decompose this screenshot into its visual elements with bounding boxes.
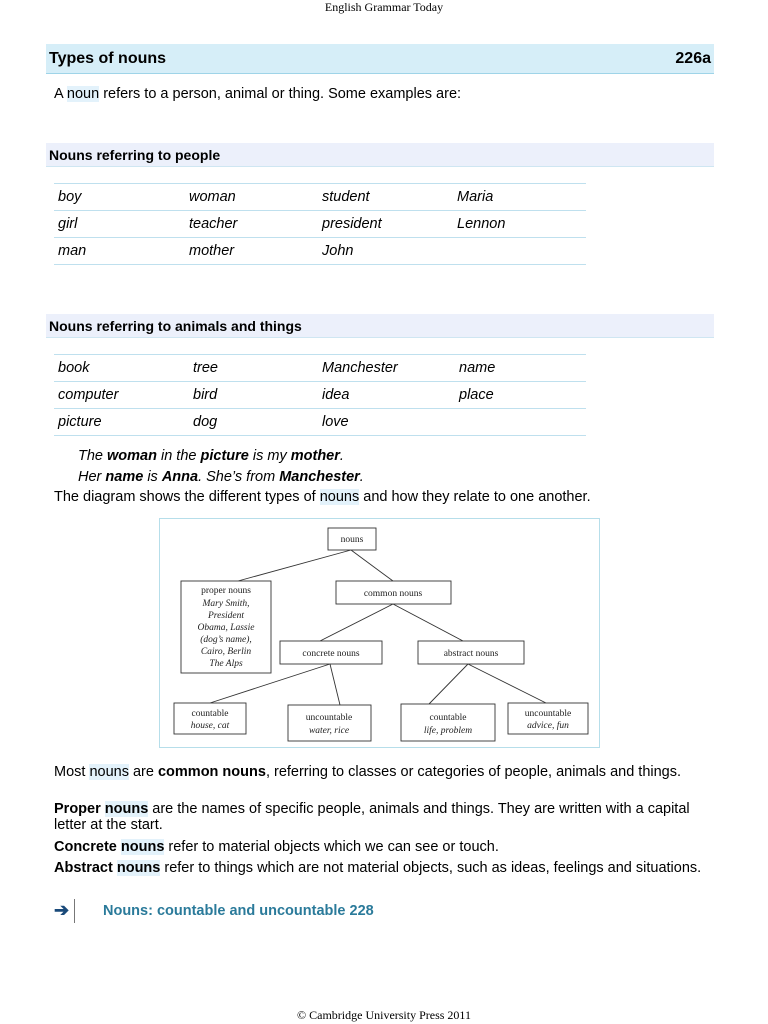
- people-heading-bar: [46, 143, 714, 167]
- glossary-link-nouns[interactable]: nouns: [120, 839, 165, 855]
- table-row: [54, 211, 586, 238]
- connector-line: [320, 604, 393, 641]
- concrete-uncountable-examples: water, rice: [308, 726, 350, 736]
- intro-text-post: refers to a person, animal or thing. Some examples are:: [99, 86, 462, 102]
- proper-example: Mary Smith,: [202, 599, 250, 609]
- running-header: English Grammar Today: [324, 0, 444, 14]
- table-cell: girl: [54, 211, 185, 238]
- connector-line: [351, 550, 393, 581]
- abstract-nouns-paragraph: [54, 860, 714, 876]
- table-cell: tree: [189, 355, 318, 382]
- glossary-link-nouns[interactable]: nouns: [116, 860, 161, 876]
- example-keyword: picture: [200, 448, 249, 464]
- abstract-countable-label: countable: [429, 713, 467, 723]
- proper-example: (dog’s name),: [200, 635, 252, 645]
- para-text: refer to material objects which we can see or touch.: [164, 839, 499, 855]
- concrete-nouns-paragraph: [54, 839, 714, 855]
- table-cell: dog: [189, 409, 318, 436]
- connector-line: [330, 664, 340, 705]
- concrete-countable-examples: house, cat: [190, 721, 230, 731]
- table-cell: [455, 409, 586, 436]
- table-cell: bird: [189, 382, 318, 409]
- section-number: 226a: [675, 49, 711, 67]
- table-cell: computer: [54, 382, 189, 409]
- table-row: [54, 409, 586, 436]
- example-text: The: [78, 448, 108, 464]
- table-cell: man: [54, 238, 185, 265]
- example-keyword: woman: [107, 448, 157, 464]
- table-cell: Manchester: [318, 355, 455, 382]
- concrete-uncountable-label: uncountable: [305, 713, 353, 723]
- table-cell: boy: [54, 184, 185, 211]
- table-cell: woman: [185, 184, 318, 211]
- cross-reference-link[interactable]: Nouns: countable and uncountable 228: [103, 903, 374, 919]
- proper-example: Cairo, Berlin: [200, 647, 252, 657]
- table-cell: Lennon: [453, 211, 586, 238]
- table-cell: idea: [318, 382, 455, 409]
- example-text: is my: [248, 448, 291, 464]
- term-abstract: Abstract: [54, 860, 117, 876]
- para-text: are: [128, 764, 158, 780]
- example-text: is: [143, 469, 162, 485]
- section-title-bar: [46, 44, 714, 74]
- abstract-uncountable-examples: advice, fun: [527, 721, 569, 731]
- section-title: Types of nouns: [49, 49, 167, 67]
- arrow-right-icon: ➔: [54, 899, 75, 923]
- node-nouns-label: nouns: [340, 535, 364, 545]
- connector-line: [468, 664, 546, 703]
- example-sentence-1: [78, 446, 344, 466]
- glossary-link-nouns[interactable]: nouns: [89, 764, 129, 780]
- intro-text-pre: A: [54, 86, 67, 102]
- connector-line: [429, 664, 468, 704]
- example-keyword: mother: [290, 448, 340, 464]
- table-cell: student: [318, 184, 453, 211]
- table-cell: book: [54, 355, 189, 382]
- example-sentence-2: [78, 467, 364, 487]
- para-text: Most: [54, 764, 90, 780]
- example-text: .: [339, 448, 344, 464]
- abstract-countable-examples: life, problem: [423, 726, 473, 736]
- example-keyword: Anna: [161, 469, 199, 485]
- things-heading-bar: [46, 314, 714, 338]
- connector-line: [393, 604, 463, 641]
- proper-example: President: [207, 611, 245, 621]
- example-text: in the: [156, 448, 201, 464]
- diagram-svg: [160, 519, 601, 749]
- diagram-intro-paragraph: [54, 489, 714, 505]
- table-cell: [453, 238, 586, 265]
- proper-example: The Alps: [209, 659, 243, 669]
- table-cell: teacher: [185, 211, 318, 238]
- table-cell: place: [455, 382, 586, 409]
- abstract-uncountable-label: uncountable: [524, 709, 572, 719]
- example-keyword: Manchester: [279, 469, 360, 485]
- table-cell: Maria: [453, 184, 586, 211]
- table-cell: president: [318, 211, 453, 238]
- example-text: . She’s from: [198, 469, 280, 485]
- table-row: [54, 355, 586, 382]
- proper-nouns-paragraph: [54, 801, 714, 833]
- example-text: Her: [78, 469, 106, 485]
- glossary-link-nouns[interactable]: nouns: [104, 801, 149, 817]
- diagram-intro-post: and how they relate to one another.: [359, 489, 591, 505]
- cross-reference: [54, 899, 454, 923]
- glossary-link-nouns[interactable]: nouns: [319, 489, 360, 505]
- example-text: .: [359, 469, 364, 485]
- node-common-nouns-label: common nouns: [363, 589, 423, 599]
- people-table: [54, 183, 586, 265]
- table-cell: John: [318, 238, 453, 265]
- common-nouns-paragraph: [54, 764, 714, 780]
- para-text: refer to things which are not material objects, such as ideas, feelings and situations.: [160, 860, 702, 876]
- table-cell: picture: [54, 409, 189, 436]
- term-proper: Proper: [54, 801, 105, 817]
- diagram-intro-pre: The diagram shows the different types of: [54, 489, 320, 505]
- table-row: [54, 382, 586, 409]
- proper-example: Obama, Lassie: [197, 623, 255, 633]
- term-common-nouns: common nouns: [157, 764, 266, 780]
- glossary-link-noun[interactable]: noun: [66, 86, 100, 102]
- table-cell: love: [318, 409, 455, 436]
- people-heading: Nouns referring to people: [49, 146, 221, 163]
- intro-paragraph: [54, 86, 714, 102]
- table-row: [54, 184, 586, 211]
- para-text: are the names of specific people, animals and things. They are written with a capital letter at the start.: [54, 801, 690, 833]
- node-proper-nouns-label: proper nouns: [201, 586, 251, 596]
- noun-types-diagram: [159, 518, 600, 748]
- term-concrete: Concrete: [54, 839, 121, 855]
- concrete-countable-label: countable: [191, 709, 229, 719]
- node-concrete-nouns-label: concrete nouns: [302, 649, 360, 659]
- things-table: [54, 354, 586, 436]
- connector-line: [238, 550, 351, 581]
- para-text: , referring to classes or categories of people, animals and things.: [265, 764, 682, 780]
- table-row: [54, 238, 586, 265]
- example-keyword: name: [105, 469, 144, 485]
- copyright-footer: © Cambridge University Press 2011: [297, 1008, 471, 1022]
- table-cell: mother: [185, 238, 318, 265]
- node-abstract-nouns-label: abstract nouns: [443, 649, 499, 659]
- table-cell: name: [455, 355, 586, 382]
- things-heading: Nouns referring to animals and things: [49, 317, 302, 334]
